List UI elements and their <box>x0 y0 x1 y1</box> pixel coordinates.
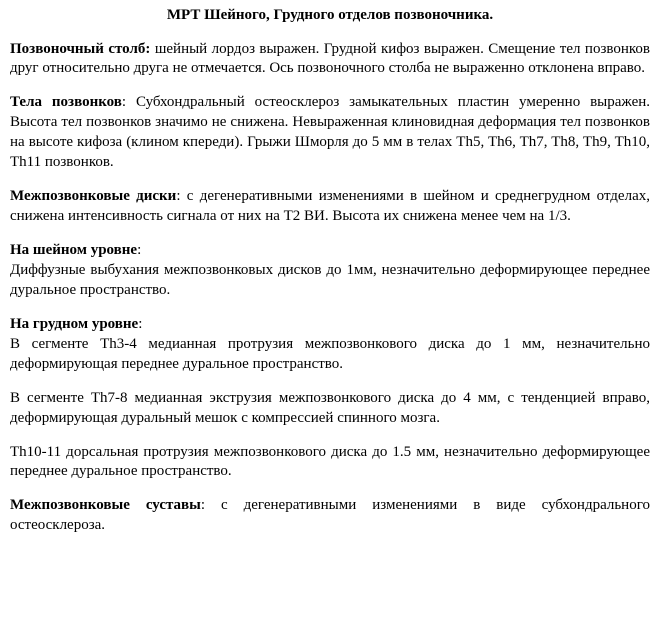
paragraph-lead-facet-joints: Межпозвонковые суставы <box>10 497 201 514</box>
paragraph-cervical-level: Диффузные выбухания межпозвонковых дисков до 1мм, незначительно деформирующее переднее дуральное пространство. <box>10 261 650 298</box>
paragraph-body-facet-joints: : с дегенеративными изменениями в виде субхондрального остеосклероза. <box>10 497 650 534</box>
paragraph-spinal-column <box>10 40 650 80</box>
paragraph-body-intervertebral-discs: : с дегенеративными изменениями в шейном и среднегрудном отделах, снижена интенсивность сигнала от них на Т2 ВИ. Высота их снижена менее чем на 1/3. <box>10 188 650 225</box>
paragraph-lead-spinal-column: Позвоночный столб: <box>10 40 151 57</box>
page-title: МРТ Шейного, Грудного отделов позвоночника. <box>166 7 494 23</box>
heading-lead-cervical-level: На шейном уровне <box>10 242 138 258</box>
heading-colon-cervical-level: : <box>137 242 142 258</box>
heading-colon-thoracic-level: : <box>138 315 143 332</box>
paragraph-segment-th10-11: Th10-11 дорсальная протрузия межпозвонкового диска до 1.5 мм, незначительно деформирующее переднее дуральное пространство. <box>10 443 650 480</box>
heading-lead-thoracic-level: На грудном уровне <box>10 315 139 332</box>
paragraph-body-spinal-column: шейный лордоз выражен. Грудной кифоз выражен. Смещение тел позвонков друг относительно друга не отмечается. Ось позвоночного столба не выраженно отклонена вправо. <box>10 40 650 77</box>
paragraph-vertebral-bodies <box>10 93 650 173</box>
paragraph-body-vertebral-bodies: : Субхондральный остеосклероз замыкательных пластин умеренно выражен. Высота тел позвонков значимо не снижена. Невыраженная клиновидная деформация тел позвонков на высоте кифоза (клином кпереди). Грыжи Шморля до 5 мм в телах Th5, Th6, Th7, Th8, Th9, Th10, Th11 позвонков. <box>10 94 651 171</box>
paragraph-lead-vertebral-bodies: Тела позвонков <box>10 94 122 111</box>
paragraph-thoracic-level: В сегменте Th3-4 медианная протрузия межпозвонкового диска до 1 мм, незначительно деформирующая переднее дуральное пространство. <box>10 335 650 372</box>
paragraph-facet-joints <box>10 496 650 536</box>
paragraph-intervertebral-discs <box>10 187 650 227</box>
paragraph-lead-intervertebral-discs: Межпозвонковые диски <box>10 188 177 205</box>
paragraph-segment-th7-8: В сегменте Th7-8 медианная экструзия межпозвонкового диска до 4 мм, с тенденцией вправо, деформирующая дуральный мешок с компрессией спинного мозга. <box>10 389 650 426</box>
heading-cervical-level <box>10 241 650 261</box>
heading-thoracic-level <box>10 315 650 335</box>
